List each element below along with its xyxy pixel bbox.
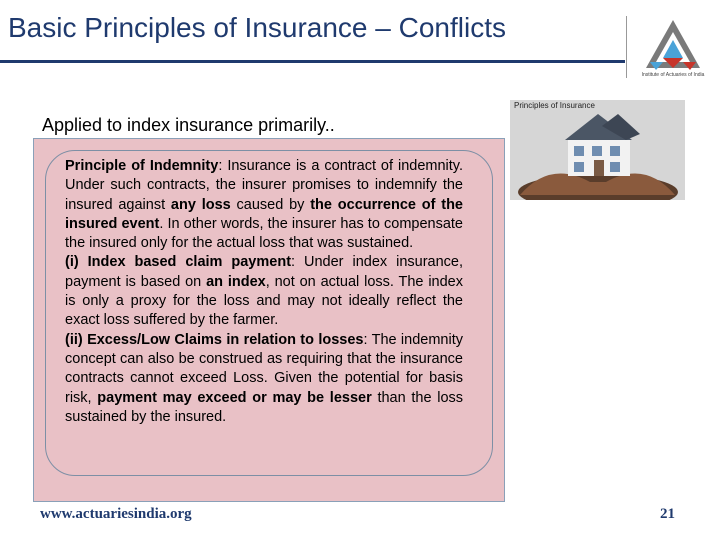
- emphasis-insured-event: the occurrence of the insured event: [65, 196, 463, 232]
- term-index-based-claim: (i) Index based claim payment: [65, 254, 292, 271]
- emphasis-payment-may-exceed: payment may exceed or may be lesser: [97, 389, 372, 406]
- house-in-hands-icon: [510, 100, 685, 200]
- term-principle-of-indemnity: Principle of Indemnity: [65, 158, 219, 174]
- slide-subtitle: Applied to index insurance primarily..: [42, 115, 335, 135]
- photo-label: Principles of Insurance: [514, 101, 595, 110]
- photo-panel: [510, 100, 685, 200]
- paragraph-index-claim: (i) Index based claim payment: Under index insurance, payment is based on an index, not on actual loss. The index is only a proxy for the loss and may not ideally reflect the exact loss suffered by the farmer.: [65, 254, 464, 329]
- page-number: 21: [660, 506, 675, 522]
- logo-caption: Institute of Actuaries of India: [641, 72, 705, 78]
- institute-logo-icon: [630, 18, 716, 80]
- paragraph-excess-claims: (ii) Excess/Low Claims in relation to losses: The indemnity concept can also be construed as requiring that the insurance contracts cannot exceed Loss. Given the potential for basis risk, payment may exceed or may be lesser than the loss sustained by the insured.: [65, 331, 464, 425]
- emphasis-any-loss: any loss: [170, 196, 231, 213]
- term-excess-low-claims: (ii) Excess/Low Claims in relation to losses: [65, 331, 364, 348]
- content-text: [65, 157, 463, 427]
- footer-website-link[interactable]: www.actuariesindia.org: [40, 506, 192, 522]
- logo-divider: [626, 16, 627, 78]
- slide-title: Basic Principles of Insurance – Conflicts: [8, 12, 506, 43]
- emphasis-an-index: an index: [206, 273, 266, 290]
- title-underline: [0, 60, 625, 63]
- paragraph-indemnity: Principle of Indemnity: Insurance is a contract of indemnity. Under such contracts, the insurer promises to indemnify the insured against any loss caused by the occurrence of the insured event. In other words, the insurer has to compensate the insured only for the actual loss that was sustained.: [65, 158, 463, 252]
